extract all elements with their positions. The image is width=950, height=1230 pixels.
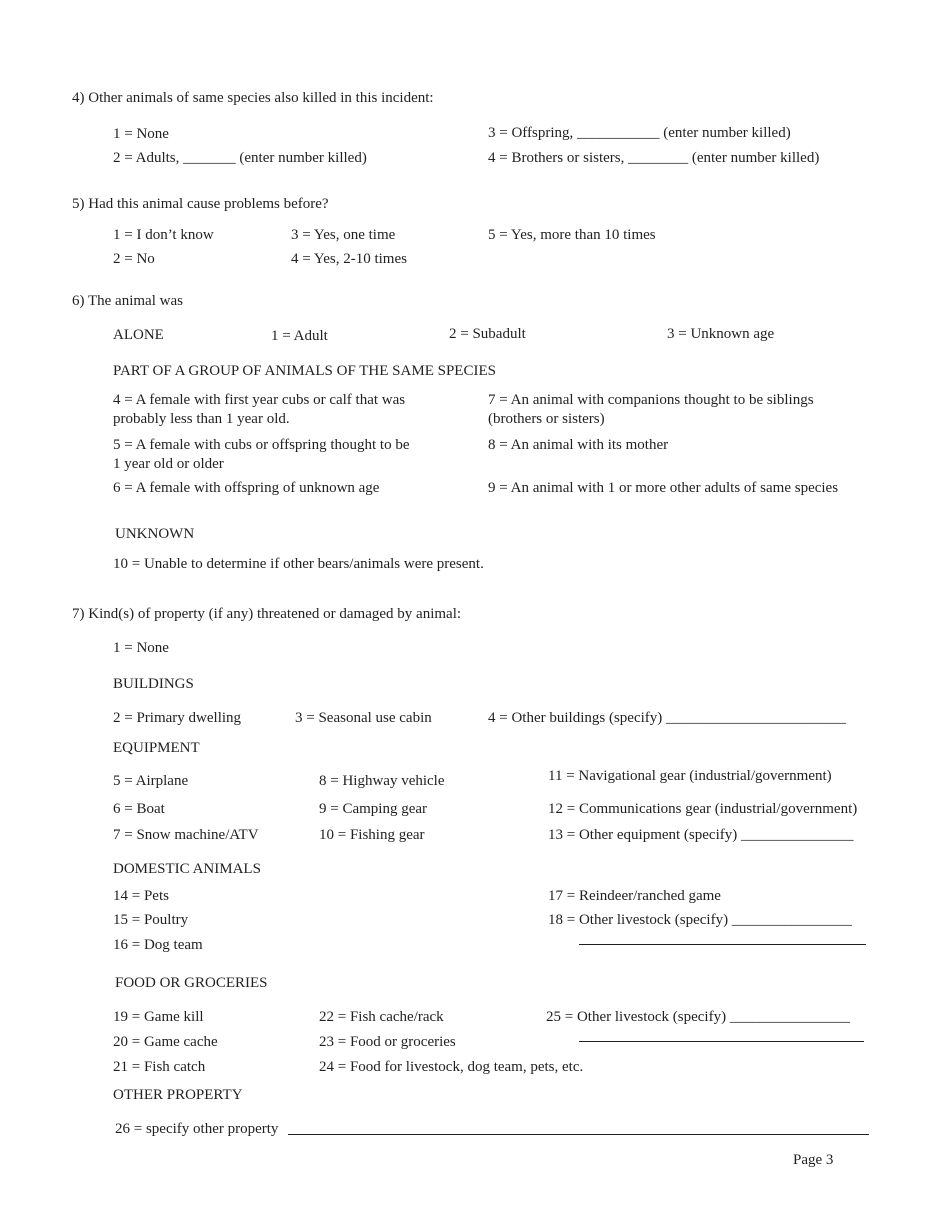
q7-option-10[interactable]: 10 = Fishing gear [319, 827, 425, 843]
q5-option-4[interactable]: 4 = Yes, 2-10 times [291, 251, 407, 267]
q7-option-21[interactable]: 21 = Fish catch [113, 1059, 206, 1075]
q6-option-4-line1[interactable]: 4 = A female with first year cubs or calf that was [113, 392, 406, 408]
q6-option-7-line1[interactable]: 7 = An animal with companions thought to be siblings [488, 392, 814, 408]
q7-buildings-heading: BUILDINGS [113, 676, 194, 692]
q7-question: 7) Kind(s) of property (if any) threatened or damaged by animal: [72, 606, 462, 622]
q5-option-3[interactable]: 3 = Yes, one time [291, 227, 396, 243]
q7-option-8[interactable]: 8 = Highway vehicle [319, 773, 445, 789]
q7-food-heading: FOOD OR GROCERIES [115, 975, 268, 991]
q7-option-11[interactable]: 11 = Navigational gear (industrial/government) [548, 768, 832, 784]
q4-option-3[interactable]: 3 = Offspring, ___________ (enter number killed) [488, 125, 791, 141]
q4-option-2[interactable]: 2 = Adults, _______ (enter number killed) [113, 150, 367, 166]
q7-option-1[interactable]: 1 = None [113, 640, 169, 656]
q6-option-5-line1[interactable]: 5 = A female with cubs or offspring thought to be [113, 437, 410, 453]
q6-option-4-line2: probably less than 1 year old. [113, 411, 290, 427]
q7-option-18[interactable]: 18 = Other livestock (specify) ________________ [548, 912, 852, 928]
q6-question: 6) The animal was [72, 293, 183, 309]
q5-option-2[interactable]: 2 = No [113, 251, 155, 267]
q7-option-15[interactable]: 15 = Poultry [113, 912, 189, 928]
q7-equipment-heading: EQUIPMENT [113, 740, 200, 756]
q7-option-2[interactable]: 2 = Primary dwelling [113, 710, 242, 726]
q7-option-5[interactable]: 5 = Airplane [113, 773, 189, 789]
q7-option-17[interactable]: 17 = Reindeer/ranched game [548, 888, 721, 904]
q7-option-24[interactable]: 24 = Food for livestock, dog team, pets, etc. [319, 1059, 584, 1075]
q4-option-4[interactable]: 4 = Brothers or sisters, ________ (enter number killed) [488, 150, 820, 166]
q7-option-7[interactable]: 7 = Snow machine/ATV [113, 827, 259, 843]
q5-option-1[interactable]: 1 = I don’t know [113, 227, 214, 243]
q5-option-5[interactable]: 5 = Yes, more than 10 times [488, 227, 656, 243]
q6-option-1[interactable]: 1 = Adult [271, 328, 328, 344]
q7-option-25-specify-line[interactable] [579, 1041, 864, 1042]
q7-option-16[interactable]: 16 = Dog team [113, 937, 203, 953]
q6-option-5-line2: 1 year old or older [113, 456, 224, 472]
q7-option-4[interactable]: 4 = Other buildings (specify) ________________________ [488, 710, 847, 726]
q6-alone-heading: ALONE [113, 327, 164, 343]
q7-option-20[interactable]: 20 = Game cache [113, 1034, 218, 1050]
q7-option-14[interactable]: 14 = Pets [113, 888, 169, 904]
q6-option-10[interactable]: 10 = Unable to determine if other bears/animals were present. [113, 556, 484, 572]
q7-option-22[interactable]: 22 = Fish cache/rack [319, 1009, 444, 1025]
q7-option-13[interactable]: 13 = Other equipment (specify) _______________ [548, 827, 854, 843]
q5-question: 5) Had this animal cause problems before? [72, 196, 329, 212]
page-number: Page 3 [793, 1152, 834, 1168]
q6-option-3[interactable]: 3 = Unknown age [667, 326, 775, 342]
q6-option-7-line2: (brothers or sisters) [488, 411, 605, 427]
q7-option-6[interactable]: 6 = Boat [113, 801, 165, 817]
q6-option-6[interactable]: 6 = A female with offspring of unknown age [113, 480, 380, 496]
q7-option-25[interactable]: 25 = Other livestock (specify) ________________ [546, 1009, 850, 1025]
q6-unknown-heading: UNKNOWN [115, 526, 195, 542]
q7-domestic-heading: DOMESTIC ANIMALS [113, 861, 261, 877]
q7-option-9[interactable]: 9 = Camping gear [319, 801, 428, 817]
q6-option-8[interactable]: 8 = An animal with its mother [488, 437, 669, 453]
q7-option-12[interactable]: 12 = Communications gear (industrial/government) [548, 801, 858, 817]
q4-question: 4) Other animals of same species also killed in this incident: [72, 90, 434, 106]
q7-option-19[interactable]: 19 = Game kill [113, 1009, 204, 1025]
q7-option-18-specify-line[interactable] [579, 944, 866, 945]
q6-option-2[interactable]: 2 = Subadult [449, 326, 526, 342]
q4-option-1[interactable]: 1 = None [113, 126, 169, 142]
q6-group-heading: PART OF A GROUP OF ANIMALS OF THE SAME SPECIES [113, 363, 496, 379]
q7-option-23[interactable]: 23 = Food or groceries [319, 1034, 456, 1050]
q7-other-heading: OTHER PROPERTY [113, 1087, 243, 1103]
q7-option-26-specify-line[interactable] [288, 1134, 869, 1135]
q7-option-26[interactable]: 26 = specify other property [115, 1121, 279, 1137]
q7-option-3[interactable]: 3 = Seasonal use cabin [295, 710, 432, 726]
q6-option-9[interactable]: 9 = An animal with 1 or more other adults of same species [488, 480, 839, 496]
